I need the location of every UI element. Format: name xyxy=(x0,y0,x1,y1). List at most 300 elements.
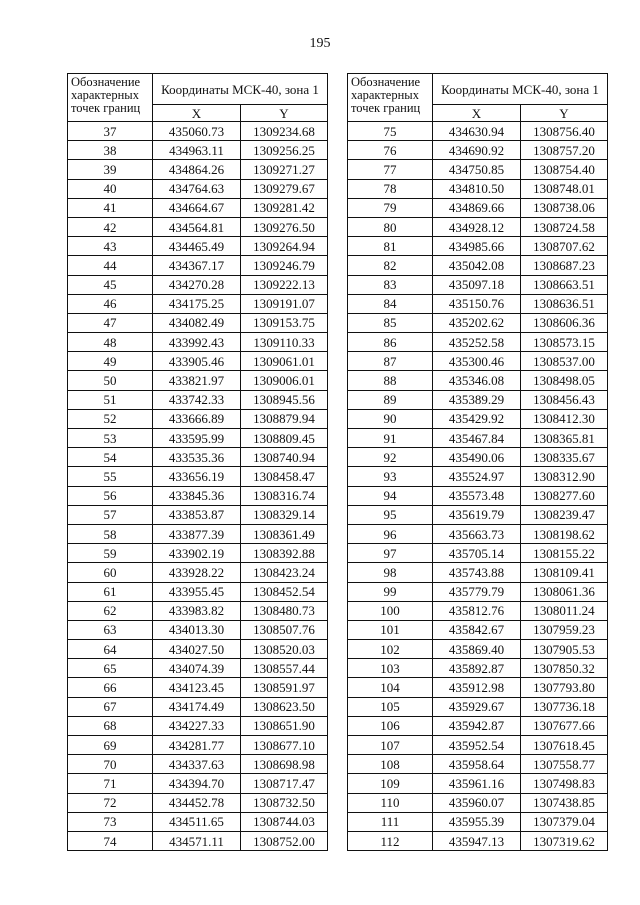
point-number-cell: 111 xyxy=(348,812,433,831)
x-coordinate-cell: 433928.22 xyxy=(153,563,241,582)
x-coordinate-cell: 435573.48 xyxy=(433,486,521,505)
table-row xyxy=(68,793,328,812)
y-coordinate-cell: 1308717.47 xyxy=(241,774,328,793)
y-coordinate-cell: 1307905.53 xyxy=(521,640,608,659)
table-row xyxy=(68,544,328,563)
table-row xyxy=(348,237,608,256)
table-row xyxy=(68,256,328,275)
y-coordinate-cell: 1308458.47 xyxy=(241,467,328,486)
y-column-header: Y xyxy=(521,105,608,122)
table-row xyxy=(68,448,328,467)
point-number-cell: 85 xyxy=(348,313,433,332)
x-coordinate-cell: 435060.73 xyxy=(153,122,241,141)
x-coordinate-cell: 433955.45 xyxy=(153,582,241,601)
y-coordinate-cell: 1308507.76 xyxy=(241,620,328,639)
table-row xyxy=(68,620,328,639)
point-number-cell: 100 xyxy=(348,601,433,620)
point-number-cell: 81 xyxy=(348,237,433,256)
y-coordinate-cell: 1309191.07 xyxy=(241,294,328,313)
point-number-cell: 41 xyxy=(68,198,153,217)
table-row xyxy=(348,429,608,448)
x-coordinate-cell: 434270.28 xyxy=(153,275,241,294)
table-row xyxy=(68,659,328,678)
point-number-cell: 94 xyxy=(348,486,433,505)
table-row xyxy=(348,448,608,467)
point-number-cell: 37 xyxy=(68,122,153,141)
y-coordinate-cell: 1308732.50 xyxy=(241,793,328,812)
point-number-cell: 56 xyxy=(68,486,153,505)
point-number-cell: 112 xyxy=(348,831,433,850)
point-designation-header: Обозначение характерных точек границ xyxy=(68,74,153,122)
table-row xyxy=(68,141,328,160)
table-row xyxy=(348,563,608,582)
y-coordinate-cell: 1307319.62 xyxy=(521,831,608,850)
y-coordinate-cell: 1308456.43 xyxy=(521,390,608,409)
table-row xyxy=(348,774,608,793)
point-number-cell: 58 xyxy=(68,524,153,543)
table-row xyxy=(68,333,328,352)
point-number-cell: 71 xyxy=(68,774,153,793)
x-coordinate-cell: 433853.87 xyxy=(153,505,241,524)
table-row xyxy=(68,467,328,486)
x-coordinate-cell: 435467.84 xyxy=(433,429,521,448)
y-coordinate-cell: 1308498.05 xyxy=(521,371,608,390)
x-coordinate-cell: 433905.46 xyxy=(153,352,241,371)
table-row xyxy=(348,659,608,678)
y-coordinate-cell: 1308738.06 xyxy=(521,198,608,217)
x-coordinate-cell: 434630.94 xyxy=(433,122,521,141)
y-coordinate-cell: 1308748.01 xyxy=(521,179,608,198)
y-coordinate-cell: 1307959.23 xyxy=(521,620,608,639)
y-coordinate-cell: 1307379.04 xyxy=(521,812,608,831)
table-row xyxy=(68,716,328,735)
y-coordinate-cell: 1308591.97 xyxy=(241,678,328,697)
x-coordinate-cell: 434928.12 xyxy=(433,217,521,236)
point-number-cell: 78 xyxy=(348,179,433,198)
point-number-cell: 99 xyxy=(348,582,433,601)
point-number-cell: 60 xyxy=(68,563,153,582)
x-coordinate-cell: 435947.13 xyxy=(433,831,521,850)
table-row xyxy=(348,179,608,198)
table-row xyxy=(348,640,608,659)
table-row xyxy=(68,678,328,697)
x-coordinate-cell: 434452.78 xyxy=(153,793,241,812)
x-coordinate-cell: 433992.43 xyxy=(153,333,241,352)
x-coordinate-cell: 435892.87 xyxy=(433,659,521,678)
y-coordinate-cell: 1309276.50 xyxy=(241,217,328,236)
x-coordinate-cell: 434074.39 xyxy=(153,659,241,678)
y-coordinate-cell: 1308335.67 xyxy=(521,448,608,467)
x-coordinate-cell: 434810.50 xyxy=(433,179,521,198)
x-coordinate-cell: 434864.26 xyxy=(153,160,241,179)
x-coordinate-cell: 434985.66 xyxy=(433,237,521,256)
x-coordinate-cell: 434394.70 xyxy=(153,774,241,793)
x-coordinate-cell: 435869.40 xyxy=(433,640,521,659)
point-number-cell: 79 xyxy=(348,198,433,217)
y-coordinate-cell: 1308480.73 xyxy=(241,601,328,620)
y-coordinate-cell: 1308623.50 xyxy=(241,697,328,716)
y-coordinate-cell: 1308698.98 xyxy=(241,755,328,774)
x-coordinate-cell: 434337.63 xyxy=(153,755,241,774)
point-number-cell: 86 xyxy=(348,333,433,352)
x-coordinate-cell: 435346.08 xyxy=(433,371,521,390)
y-coordinate-cell: 1309271.27 xyxy=(241,160,328,179)
y-coordinate-cell: 1309246.79 xyxy=(241,256,328,275)
table-row xyxy=(348,390,608,409)
table-row xyxy=(348,122,608,141)
table-row xyxy=(68,697,328,716)
y-coordinate-cell: 1309279.67 xyxy=(241,179,328,198)
table-row xyxy=(348,333,608,352)
y-coordinate-cell: 1308329.14 xyxy=(241,505,328,524)
x-coordinate-cell: 434013.30 xyxy=(153,620,241,639)
table-row xyxy=(68,160,328,179)
point-number-cell: 93 xyxy=(348,467,433,486)
point-number-cell: 47 xyxy=(68,313,153,332)
x-coordinate-cell: 435150.76 xyxy=(433,294,521,313)
table-row xyxy=(348,313,608,332)
x-coordinate-cell: 433666.89 xyxy=(153,409,241,428)
y-coordinate-cell: 1309110.33 xyxy=(241,333,328,352)
point-number-cell: 108 xyxy=(348,755,433,774)
point-number-cell: 68 xyxy=(68,716,153,735)
table-row xyxy=(348,831,608,850)
x-coordinate-cell: 435912.98 xyxy=(433,678,521,697)
point-number-cell: 110 xyxy=(348,793,433,812)
table-row xyxy=(348,198,608,217)
x-coordinate-cell: 434511.65 xyxy=(153,812,241,831)
coordinates-title-header: Координаты МСК-40, зона 1 xyxy=(433,74,608,105)
x-coordinate-cell: 435779.79 xyxy=(433,582,521,601)
point-number-cell: 55 xyxy=(68,467,153,486)
table-row xyxy=(348,467,608,486)
point-number-cell: 43 xyxy=(68,237,153,256)
y-coordinate-cell: 1307498.83 xyxy=(521,774,608,793)
table-row xyxy=(68,179,328,198)
x-coordinate-cell: 434227.33 xyxy=(153,716,241,735)
y-coordinate-cell: 1308239.47 xyxy=(521,505,608,524)
point-number-cell: 69 xyxy=(68,736,153,755)
point-number-cell: 109 xyxy=(348,774,433,793)
x-coordinate-cell: 435300.46 xyxy=(433,352,521,371)
y-coordinate-cell: 1308754.40 xyxy=(521,160,608,179)
point-number-cell: 59 xyxy=(68,544,153,563)
point-number-cell: 91 xyxy=(348,429,433,448)
x-coordinate-cell: 433902.19 xyxy=(153,544,241,563)
x-column-header: X xyxy=(433,105,521,122)
x-coordinate-cell: 434367.17 xyxy=(153,256,241,275)
table-row xyxy=(68,237,328,256)
point-number-cell: 73 xyxy=(68,812,153,831)
x-coordinate-cell: 434764.63 xyxy=(153,179,241,198)
table-row xyxy=(348,736,608,755)
point-number-cell: 83 xyxy=(348,275,433,294)
table-row xyxy=(348,294,608,313)
y-coordinate-cell: 1308757.20 xyxy=(521,141,608,160)
point-number-cell: 96 xyxy=(348,524,433,543)
y-coordinate-cell: 1308316.74 xyxy=(241,486,328,505)
y-column-header: Y xyxy=(241,105,328,122)
point-number-cell: 89 xyxy=(348,390,433,409)
y-coordinate-cell: 1309234.68 xyxy=(241,122,328,141)
point-number-cell: 101 xyxy=(348,620,433,639)
coordinates-table-left xyxy=(67,73,328,851)
table-row xyxy=(68,371,328,390)
y-coordinate-cell: 1308312.90 xyxy=(521,467,608,486)
y-coordinate-cell: 1308452.54 xyxy=(241,582,328,601)
table-row xyxy=(68,505,328,524)
point-number-cell: 76 xyxy=(348,141,433,160)
x-coordinate-cell: 433983.82 xyxy=(153,601,241,620)
point-number-cell: 70 xyxy=(68,755,153,774)
x-coordinate-cell: 434869.66 xyxy=(433,198,521,217)
table-row xyxy=(68,313,328,332)
y-coordinate-cell: 1307736.18 xyxy=(521,697,608,716)
y-coordinate-cell: 1309006.01 xyxy=(241,371,328,390)
y-coordinate-cell: 1307850.32 xyxy=(521,659,608,678)
point-number-cell: 65 xyxy=(68,659,153,678)
table-row xyxy=(348,486,608,505)
y-coordinate-cell: 1308361.49 xyxy=(241,524,328,543)
table-row xyxy=(348,217,608,236)
point-number-cell: 77 xyxy=(348,160,433,179)
y-coordinate-cell: 1308537.00 xyxy=(521,352,608,371)
x-coordinate-cell: 435097.18 xyxy=(433,275,521,294)
table-row xyxy=(68,275,328,294)
point-number-cell: 51 xyxy=(68,390,153,409)
table-row xyxy=(68,755,328,774)
point-number-cell: 63 xyxy=(68,620,153,639)
x-coordinate-cell: 435042.08 xyxy=(433,256,521,275)
table-row xyxy=(348,716,608,735)
point-number-cell: 82 xyxy=(348,256,433,275)
table-row xyxy=(68,524,328,543)
point-number-cell: 64 xyxy=(68,640,153,659)
point-number-cell: 38 xyxy=(68,141,153,160)
point-number-cell: 48 xyxy=(68,333,153,352)
y-coordinate-cell: 1309222.13 xyxy=(241,275,328,294)
y-coordinate-cell: 1308392.88 xyxy=(241,544,328,563)
x-coordinate-cell: 435952.54 xyxy=(433,736,521,755)
y-coordinate-cell: 1308707.62 xyxy=(521,237,608,256)
x-coordinate-cell: 433845.36 xyxy=(153,486,241,505)
point-number-cell: 107 xyxy=(348,736,433,755)
table-row xyxy=(68,217,328,236)
table-row xyxy=(68,812,328,831)
x-coordinate-cell: 435842.67 xyxy=(433,620,521,639)
table-row xyxy=(68,736,328,755)
x-coordinate-cell: 433595.99 xyxy=(153,429,241,448)
x-coordinate-cell: 435252.58 xyxy=(433,333,521,352)
table-row xyxy=(348,352,608,371)
x-coordinate-cell: 435961.16 xyxy=(433,774,521,793)
point-number-cell: 97 xyxy=(348,544,433,563)
x-coordinate-cell: 435202.62 xyxy=(433,313,521,332)
point-number-cell: 46 xyxy=(68,294,153,313)
y-coordinate-cell: 1308412.30 xyxy=(521,409,608,428)
point-number-cell: 54 xyxy=(68,448,153,467)
page-number: 195 xyxy=(309,36,331,51)
point-number-cell: 104 xyxy=(348,678,433,697)
y-coordinate-cell: 1308109.41 xyxy=(521,563,608,582)
table-row xyxy=(348,755,608,774)
x-coordinate-cell: 434571.11 xyxy=(153,831,241,850)
x-coordinate-cell: 435705.14 xyxy=(433,544,521,563)
y-coordinate-cell: 1309281.42 xyxy=(241,198,328,217)
y-coordinate-cell: 1308740.94 xyxy=(241,448,328,467)
point-number-cell: 42 xyxy=(68,217,153,236)
table-row xyxy=(68,640,328,659)
y-coordinate-cell: 1307558.77 xyxy=(521,755,608,774)
point-number-cell: 40 xyxy=(68,179,153,198)
x-coordinate-cell: 435960.07 xyxy=(433,793,521,812)
table-row xyxy=(68,831,328,850)
table-row xyxy=(348,409,608,428)
table-row xyxy=(348,544,608,563)
x-coordinate-cell: 434963.11 xyxy=(153,141,241,160)
x-coordinate-cell: 435490.06 xyxy=(433,448,521,467)
table-row xyxy=(68,563,328,582)
x-coordinate-cell: 434564.81 xyxy=(153,217,241,236)
point-number-cell: 75 xyxy=(348,122,433,141)
table-row xyxy=(348,812,608,831)
x-coordinate-cell: 435389.29 xyxy=(433,390,521,409)
x-coordinate-cell: 434690.92 xyxy=(433,141,521,160)
y-coordinate-cell: 1308752.00 xyxy=(241,831,328,850)
table-row xyxy=(68,486,328,505)
table-row xyxy=(348,275,608,294)
point-number-cell: 66 xyxy=(68,678,153,697)
y-coordinate-cell: 1308677.10 xyxy=(241,736,328,755)
y-coordinate-cell: 1308724.58 xyxy=(521,217,608,236)
point-number-cell: 62 xyxy=(68,601,153,620)
x-coordinate-cell: 435812.76 xyxy=(433,601,521,620)
table-row xyxy=(348,256,608,275)
y-coordinate-cell: 1308809.45 xyxy=(241,429,328,448)
x-coordinate-cell: 435955.39 xyxy=(433,812,521,831)
coordinates-title-header: Координаты МСК-40, зона 1 xyxy=(153,74,328,105)
table-row xyxy=(348,141,608,160)
x-coordinate-cell: 434281.77 xyxy=(153,736,241,755)
point-number-cell: 95 xyxy=(348,505,433,524)
table-row xyxy=(348,505,608,524)
table-row xyxy=(348,582,608,601)
table-row xyxy=(68,390,328,409)
table-row xyxy=(348,697,608,716)
y-coordinate-cell: 1307438.85 xyxy=(521,793,608,812)
y-coordinate-cell: 1308365.81 xyxy=(521,429,608,448)
point-number-cell: 80 xyxy=(348,217,433,236)
x-coordinate-cell: 434174.49 xyxy=(153,697,241,716)
x-coordinate-cell: 435524.97 xyxy=(433,467,521,486)
point-number-cell: 103 xyxy=(348,659,433,678)
x-coordinate-cell: 433821.97 xyxy=(153,371,241,390)
table-row xyxy=(348,793,608,812)
point-number-cell: 105 xyxy=(348,697,433,716)
y-coordinate-cell: 1308557.44 xyxy=(241,659,328,678)
coordinates-table-right xyxy=(347,73,608,851)
y-coordinate-cell: 1307677.66 xyxy=(521,716,608,735)
table-row xyxy=(68,198,328,217)
point-number-cell: 61 xyxy=(68,582,153,601)
point-number-cell: 67 xyxy=(68,697,153,716)
x-coordinate-cell: 435942.87 xyxy=(433,716,521,735)
table-row xyxy=(348,620,608,639)
x-coordinate-cell: 434123.45 xyxy=(153,678,241,697)
point-number-cell: 74 xyxy=(68,831,153,850)
y-coordinate-cell: 1307618.45 xyxy=(521,736,608,755)
table-row xyxy=(68,352,328,371)
x-coordinate-cell: 435958.64 xyxy=(433,755,521,774)
y-coordinate-cell: 1308423.24 xyxy=(241,563,328,582)
point-number-cell: 53 xyxy=(68,429,153,448)
x-coordinate-cell: 434027.50 xyxy=(153,640,241,659)
x-coordinate-cell: 434082.49 xyxy=(153,313,241,332)
x-coordinate-cell: 433535.36 xyxy=(153,448,241,467)
table-row xyxy=(348,678,608,697)
point-number-cell: 49 xyxy=(68,352,153,371)
table-row xyxy=(68,429,328,448)
y-coordinate-cell: 1307793.80 xyxy=(521,678,608,697)
y-coordinate-cell: 1308687.23 xyxy=(521,256,608,275)
y-coordinate-cell: 1308198.62 xyxy=(521,524,608,543)
y-coordinate-cell: 1309153.75 xyxy=(241,313,328,332)
x-coordinate-cell: 433877.39 xyxy=(153,524,241,543)
y-coordinate-cell: 1308756.40 xyxy=(521,122,608,141)
point-number-cell: 50 xyxy=(68,371,153,390)
point-number-cell: 87 xyxy=(348,352,433,371)
point-number-cell: 98 xyxy=(348,563,433,582)
point-designation-header: Обозначение характерных точек границ xyxy=(348,74,433,122)
y-coordinate-cell: 1308011.24 xyxy=(521,601,608,620)
x-coordinate-cell: 435663.73 xyxy=(433,524,521,543)
table-row xyxy=(68,582,328,601)
x-coordinate-cell: 433656.19 xyxy=(153,467,241,486)
table-row xyxy=(68,409,328,428)
x-coordinate-cell: 433742.33 xyxy=(153,390,241,409)
table-row xyxy=(348,371,608,390)
y-coordinate-cell: 1308663.51 xyxy=(521,275,608,294)
point-number-cell: 88 xyxy=(348,371,433,390)
table-row xyxy=(348,524,608,543)
point-number-cell: 102 xyxy=(348,640,433,659)
x-coordinate-cell: 435619.79 xyxy=(433,505,521,524)
y-coordinate-cell: 1308061.36 xyxy=(521,582,608,601)
y-coordinate-cell: 1308520.03 xyxy=(241,640,328,659)
table-row xyxy=(348,601,608,620)
y-coordinate-cell: 1308277.60 xyxy=(521,486,608,505)
x-coordinate-cell: 435929.67 xyxy=(433,697,521,716)
point-number-cell: 57 xyxy=(68,505,153,524)
point-number-cell: 52 xyxy=(68,409,153,428)
x-coordinate-cell: 435743.88 xyxy=(433,563,521,582)
point-number-cell: 45 xyxy=(68,275,153,294)
y-coordinate-cell: 1309264.94 xyxy=(241,237,328,256)
y-coordinate-cell: 1308573.15 xyxy=(521,333,608,352)
y-coordinate-cell: 1309061.01 xyxy=(241,352,328,371)
point-number-cell: 92 xyxy=(348,448,433,467)
table-row xyxy=(68,294,328,313)
x-coordinate-cell: 434750.85 xyxy=(433,160,521,179)
y-coordinate-cell: 1308651.90 xyxy=(241,716,328,735)
y-coordinate-cell: 1308636.51 xyxy=(521,294,608,313)
point-number-cell: 72 xyxy=(68,793,153,812)
y-coordinate-cell: 1308155.22 xyxy=(521,544,608,563)
x-coordinate-cell: 434465.49 xyxy=(153,237,241,256)
y-coordinate-cell: 1308606.36 xyxy=(521,313,608,332)
y-coordinate-cell: 1308744.03 xyxy=(241,812,328,831)
point-number-cell: 90 xyxy=(348,409,433,428)
